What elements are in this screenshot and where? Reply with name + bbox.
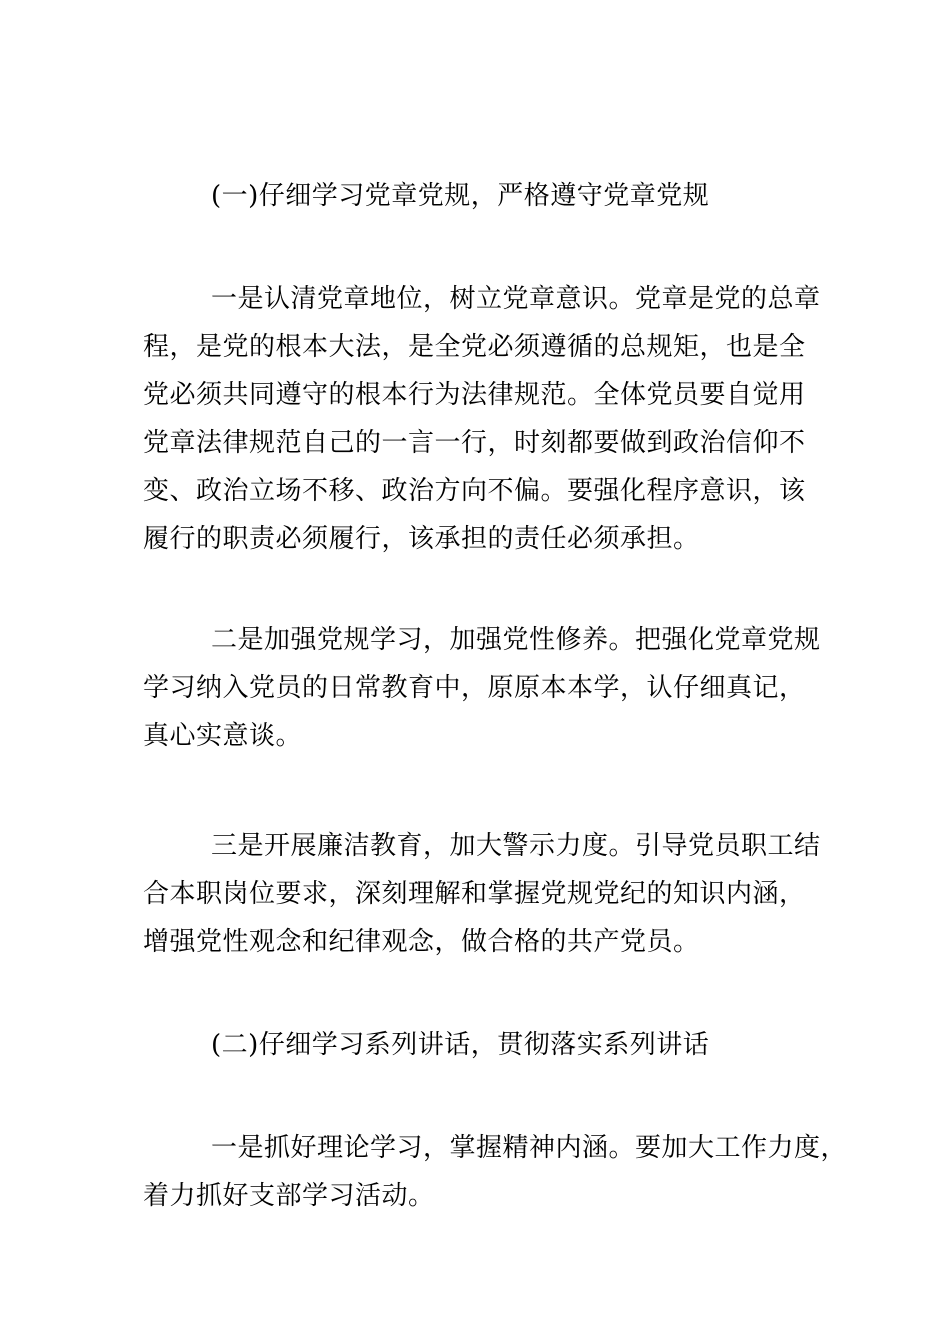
paragraph-line: 程，是党的根本大法，是全党必须遵循的总规矩，也是全	[143, 332, 806, 362]
heading-text: (一)仔细学习党章党规，严格遵守党章党规	[211, 181, 710, 211]
paragraph-line: 学习纳入党员的日常教育中，原原本本学，认仔细真记，	[143, 673, 806, 703]
paragraph-line: 合本职岗位要求，深刻理解和掌握党规党纪的知识内涵，	[143, 879, 806, 909]
paragraph-line: 二是加强党规学习，加强党性修养。把强化党章党规	[211, 625, 821, 655]
section-heading-1	[143, 172, 811, 220]
paragraph-line: 党章法律规范自己的一言一行，时刻都要做到政治信仰不	[143, 428, 806, 458]
paragraph-line: 增强党性观念和纪律观念，做合格的共产党员。	[143, 927, 700, 957]
paragraph-line: 党必须共同遵守的根本行为法律规范。全体党员要自觉用	[143, 380, 806, 410]
section-heading-2	[143, 1021, 811, 1069]
paragraph-4	[143, 1124, 848, 1220]
heading-text: (二)仔细学习系列讲话，贯彻落实系列讲话	[211, 1030, 710, 1060]
paragraph-line: 真心实意谈。	[143, 721, 303, 751]
paragraph-2	[143, 616, 821, 760]
paragraph-line: 三是开展廉洁教育，加大警示力度。引导党员职工结	[211, 831, 821, 861]
paragraph-line: 一是认清党章地位，树立党章意识。党章是党的总章	[211, 284, 821, 314]
paragraph-1	[143, 275, 821, 563]
paragraph-3	[143, 822, 821, 966]
paragraph-line: 着力抓好支部学习活动。	[143, 1181, 435, 1211]
paragraph-line: 一是抓好理论学习，掌握精神内涵。要加大工作力度，	[211, 1133, 848, 1163]
paragraph-line: 履行的职责必须履行，该承担的责任必须承担。	[143, 524, 700, 554]
paragraph-line: 变、政治立场不移、政治方向不偏。要强化程序意识，该	[143, 476, 806, 506]
